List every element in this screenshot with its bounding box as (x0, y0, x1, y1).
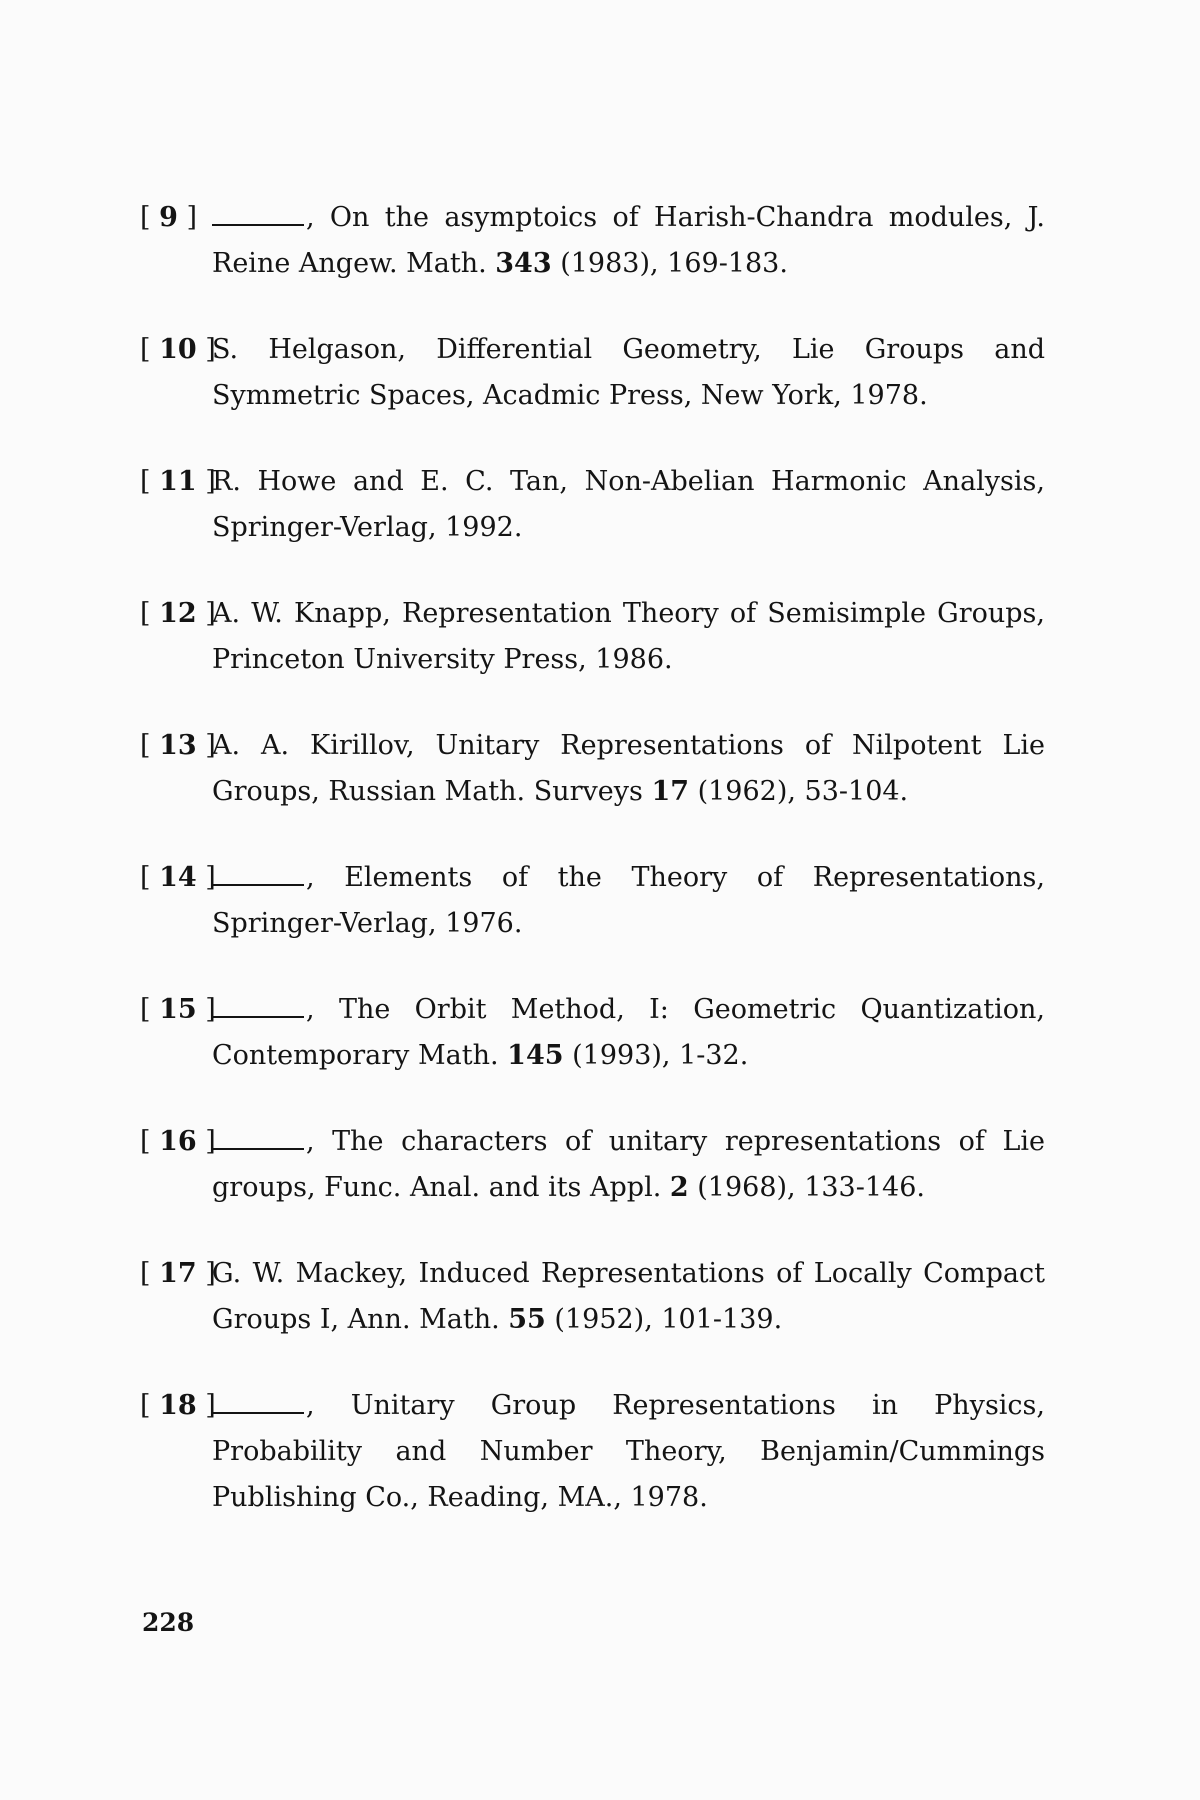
reference-entry (140, 195, 1045, 287)
reference-number: [ 17 ] (140, 1258, 216, 1289)
reference-entry (140, 1119, 1045, 1211)
reference-text: , The characters of unitary representations of Lie groups, Func. Anal. and its Appl. 2 (1968), 133-146. (212, 1126, 1046, 1203)
reference-entry (140, 723, 1045, 815)
reference-text (212, 459, 1045, 551)
reference-body: Unitary Group Representations in Physics, Probability and Number Theory, Benjamin/Cummings Publishing Co., Reading, MA., 1978. (212, 1390, 1045, 1513)
page-number: 228 (142, 1608, 195, 1637)
reference-text (212, 723, 1045, 815)
reference-year-pages: (1983), 169-183. (551, 248, 788, 279)
reference-body: R. Howe and E. C. Tan, Non-Abelian Harmonic Analysis, Springer-Verlag, 1992. (212, 466, 1045, 543)
reference-body: S. Helgason, Differential Geometry, Lie Groups and Symmetric Spaces, Acadmic Press, New York, 1978. (212, 334, 1045, 411)
reference-year-pages: (1962), 53-104. (689, 776, 909, 807)
reference-year-pages: (1952), 101-139. (545, 1304, 783, 1335)
reference-text (212, 591, 1045, 683)
reference-text (212, 327, 1045, 419)
reference-number: [ 15 ] (140, 994, 216, 1025)
volume-number: 17 (651, 776, 690, 807)
reference-number-value: 14 (159, 862, 197, 893)
reference-number: [ 13 ] (140, 730, 216, 761)
reference-body: A. A. Kirillov, Unitary Representations of Nilpotent Lie Groups, Russian Math. Surveys (212, 730, 1045, 807)
volume-number: 145 (507, 1040, 564, 1071)
reference-number: [ 12 ] (140, 598, 216, 629)
reference-entry (140, 327, 1045, 419)
reference-number: [ 14 ] (140, 862, 216, 893)
reference-text (212, 1251, 1045, 1343)
reference-text: , On the asymptoics of Harish-Chandra modules, J. Reine Angew. Math. 343 (1983), 169-183. (212, 202, 1045, 279)
reference-body: On the asymptoics of Harish-Chandra modules, J. Reine Angew. Math. (212, 202, 1045, 279)
reference-year-pages: (1968), 133-146. (688, 1172, 925, 1203)
ditto-author-rule (212, 878, 304, 886)
reference-number: [ 18 ] (140, 1390, 216, 1421)
reference-number-value: 12 (159, 598, 197, 629)
reference-number-value: 10 (159, 334, 197, 365)
reference-number-value: 9 (159, 202, 178, 233)
reference-number-value: 11 (159, 466, 197, 497)
volume-number: 55 (508, 1304, 546, 1335)
reference-year-pages: (1993), 1-32. (563, 1040, 749, 1071)
reference-number-value: 15 (159, 994, 197, 1025)
reference-body: A. W. Knapp, Representation Theory of Semisimple Groups, Princeton University Press, 1986. (212, 598, 1045, 675)
reference-body: The Orbit Method, I: Geometric Quantization, Contemporary Math. (212, 994, 1046, 1071)
volume-number: 343 (495, 248, 552, 279)
ditto-author-rule (212, 218, 304, 226)
volume-number: 2 (669, 1172, 689, 1203)
reference-entry (140, 459, 1045, 551)
reference-text: , The Orbit Method, I: Geometric Quantization, Contemporary Math. 145 (1993), 1-32. (212, 994, 1046, 1071)
reference-number: [ 16 ] (140, 1126, 216, 1157)
reference-number: [ 9 ] (140, 202, 198, 233)
reference-number: [ 11 ] (140, 466, 216, 497)
reference-body: Elements of the Theory of Representations, Springer-Verlag, 1976. (212, 862, 1045, 939)
ditto-author-rule (212, 1142, 304, 1150)
ditto-author-rule (212, 1406, 304, 1414)
reference-number-value: 18 (159, 1390, 197, 1421)
reference-entry (140, 1383, 1045, 1521)
reference-number-value: 13 (159, 730, 197, 761)
reference-list (140, 195, 1045, 1561)
reference-body: The characters of unitary representations of Lie groups, Func. Anal. and its Appl. (212, 1126, 1046, 1203)
ditto-author-rule (212, 1010, 304, 1018)
reference-entry (140, 855, 1045, 947)
reference-entry (140, 591, 1045, 683)
reference-number-value: 17 (159, 1258, 197, 1289)
reference-entry (140, 987, 1045, 1079)
reference-number-value: 16 (159, 1126, 197, 1157)
reference-text: , Elements of the Theory of Representations, Springer-Verlag, 1976. (212, 862, 1045, 939)
reference-body: G. W. Mackey, Induced Representations of Locally Compact Groups I, Ann. Math. (212, 1258, 1045, 1335)
reference-text: , Unitary Group Representations in Physics, Probability and Number Theory, Benjamin/Cummings Publishing Co., Reading, MA., 1978. (212, 1390, 1045, 1513)
reference-entry (140, 1251, 1045, 1343)
reference-number: [ 10 ] (140, 334, 216, 365)
